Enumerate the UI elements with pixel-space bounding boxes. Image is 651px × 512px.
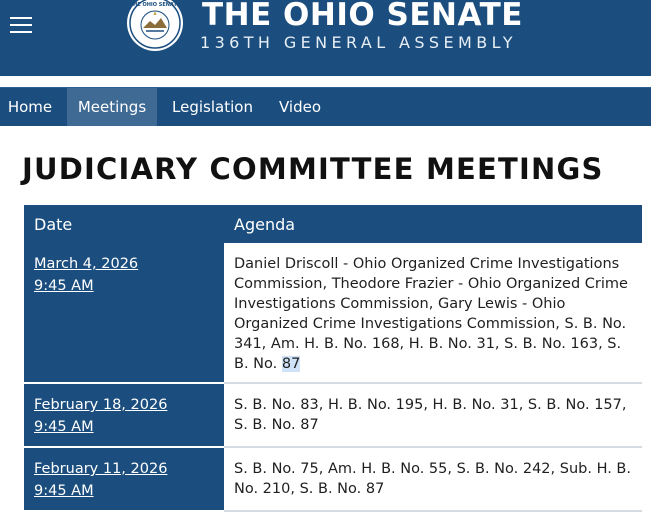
hamburger-menu-icon[interactable] (10, 15, 32, 35)
table-header-row (24, 205, 642, 243)
selected-text: 87 (281, 356, 301, 372)
agenda-text: S. B. No. 83, H. B. No. 195, H. B. No. 31, S. B. No. 157, S. B. No. 87 (234, 397, 627, 433)
meeting-date-link[interactable]: February 11, 2026 (34, 461, 168, 477)
agenda-text: Daniel Driscoll - Ohio Organized Crime Investigations Commission, Theodore Frazier - Ohio Organized Crime Investigations Commission, Gary Lewis - Ohio Organized Crime Investigations Commission, S. B. No. 341, Am. H. B. No. 168, H. B. No. 31, S. B. No. 163, S. B. No. (234, 256, 628, 372)
agenda-text: S. B. No. 75, Am. H. B. No. 55, S. B. No. 242, Sub. H. B. No. 210, S. B. No. 87 (234, 461, 631, 497)
agenda-cell (224, 447, 642, 511)
date-column-header: Date (24, 205, 224, 243)
nav-item-video[interactable]: Video (278, 98, 322, 116)
table-row (24, 243, 642, 383)
table-row (24, 383, 642, 447)
agenda-column-header: Agenda (224, 205, 642, 243)
meeting-time-link[interactable]: 9:45 AM (34, 419, 94, 435)
meeting-time-link[interactable]: 9:45 AM (34, 278, 94, 294)
date-cell (24, 447, 224, 511)
meetings-table (24, 205, 642, 512)
meeting-time-link[interactable]: 9:45 AM (34, 483, 94, 499)
page-title: JUDICIARY COMMITTEE MEETINGS (22, 152, 604, 186)
date-cell (24, 383, 224, 447)
nav-item-home[interactable]: Home (7, 98, 53, 116)
site-header (0, 0, 651, 76)
svg-text:THE OHIO SENATE: THE OHIO SENATE (129, 2, 181, 8)
site-title[interactable]: THE OHIO SENATE (202, 0, 523, 33)
ohio-senate-seal-logo[interactable] (126, 0, 184, 52)
main-nav (0, 87, 651, 126)
meeting-date-link[interactable]: March 4, 2026 (34, 256, 139, 272)
agenda-cell (224, 383, 642, 447)
agenda-cell (224, 243, 642, 383)
date-cell (24, 243, 224, 383)
nav-item-legislation[interactable]: Legislation (172, 98, 253, 116)
table-row (24, 447, 642, 511)
nav-item-meetings[interactable]: Meetings (67, 88, 157, 126)
site-subtitle: 136TH GENERAL ASSEMBLY (200, 33, 517, 52)
meeting-date-link[interactable]: February 18, 2026 (34, 397, 168, 413)
